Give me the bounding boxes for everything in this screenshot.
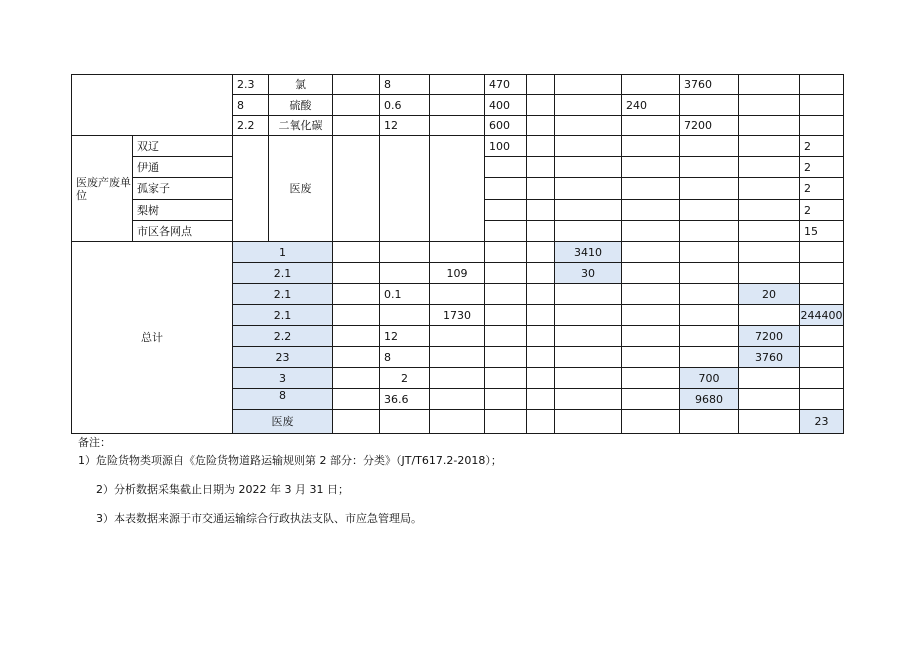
table-cell [429,325,485,347]
table-cell [679,304,739,326]
table-cell [484,304,527,326]
value-cell: 15 [799,220,844,242]
data-table [72,75,844,435]
table-cell [554,283,622,305]
table-cell [332,115,380,136]
total-value-cell: 109 [429,262,485,284]
table-cell [484,199,527,221]
value-cell: 2 [799,156,844,178]
table-cell [332,388,380,410]
total-value-cell: 9680 [679,388,739,410]
total-value-cell: 8 [379,346,430,368]
table-cell [526,367,555,389]
total-class-cell: 2.2 [232,325,333,347]
table-cell [799,94,844,116]
table-cell [484,241,527,263]
table-cell [799,367,844,389]
total-value-cell: 0.1 [379,283,430,305]
table-cell [332,409,380,434]
table-cell [526,409,555,434]
table-cell [526,241,555,263]
table-cell [738,304,800,326]
value-cell: 0.6 [379,94,430,116]
value-cell: 240 [621,94,680,116]
table-cell [554,156,622,178]
table-cell [484,388,527,410]
class-cell: 2.3 [232,74,269,95]
table-cell [379,304,430,326]
table-merged-blank-cell [71,74,233,136]
total-value-cell: 30 [554,262,622,284]
table-cell [621,367,680,389]
table-cell [679,220,739,242]
table-merged-cell [429,135,485,242]
table-cell [621,241,680,263]
unit-name-cell: 市区各网点 [132,220,233,242]
table-cell [621,283,680,305]
table-cell [429,74,485,95]
table-cell [679,346,739,368]
table-cell [429,367,485,389]
table-cell [526,94,555,116]
table-cell [621,115,680,136]
table-merged-cell [232,135,269,242]
total-class-cell: 2.1 [232,283,333,305]
table-cell [799,346,844,368]
value-cell: 400 [484,94,527,116]
table-cell [679,325,739,347]
table-cell [621,220,680,242]
table-cell [554,325,622,347]
table-cell [332,304,380,326]
table-cell [554,388,622,410]
table-cell [332,283,380,305]
table-cell [738,262,800,284]
table-cell [679,283,739,305]
table-cell [554,304,622,326]
table-cell [738,135,800,157]
goods-name-cell: 氯 [268,74,333,95]
table-cell [621,346,680,368]
table-cell [621,74,680,95]
note-3: 3）本表数据来源于市交通运输综合行政执法支队、市应急管理局。 [96,512,422,525]
table-cell [679,177,739,200]
table-cell [621,325,680,347]
table-cell [332,262,380,284]
table-cell [429,115,485,136]
table-merged-cell [332,135,380,242]
table-cell [799,262,844,284]
table-cell [554,409,622,434]
value-cell: 3760 [679,74,739,95]
table-cell [429,409,485,434]
total-class-cell: 2.1 [232,262,333,284]
total-class-cell: 23 [232,346,333,368]
table-cell [738,388,800,410]
unit-name-cell: 伊通 [132,156,233,178]
table-cell [429,346,485,368]
total-value-cell: 23 [799,409,844,434]
table-cell [554,199,622,221]
table-cell [484,367,527,389]
table-cell [379,241,430,263]
table-cell [554,346,622,368]
table-cell [554,177,622,200]
table-cell [621,135,680,157]
value-cell: 12 [379,115,430,136]
table-cell [799,388,844,410]
table-cell [738,156,800,178]
table-cell [621,199,680,221]
table-cell [526,177,555,200]
table-cell [679,241,739,263]
table-cell [554,115,622,136]
table-cell [526,283,555,305]
table-cell [679,135,739,157]
table-cell [526,262,555,284]
total-value-cell: 3410 [554,241,622,263]
value-cell: 100 [484,135,527,157]
total-value-cell: 244400 [799,304,844,326]
total-class-cell: 8 [232,388,333,410]
value-cell: 2 [799,135,844,157]
table-cell [799,325,844,347]
table-cell [484,283,527,305]
table-cell [526,199,555,221]
value-cell: 2 [799,177,844,200]
note-1: 1）危险货物类项源自《危险货物道路运输规则第 2 部分：分类》（JT/T617.2-2018）； [78,454,502,467]
table-cell [379,262,430,284]
table-cell [332,74,380,95]
table-cell [526,325,555,347]
medical-category-cell: 医废 [268,135,333,242]
total-class-cell: 2.1 [232,304,333,326]
total-value-cell: 12 [379,325,430,347]
table-cell [621,388,680,410]
total-value-cell: 700 [679,367,739,389]
table-cell [484,177,527,200]
table-cell [554,94,622,116]
table-cell [621,409,680,434]
table-cell [526,115,555,136]
table-cell [554,220,622,242]
table-cell [679,409,739,434]
table-cell [554,135,622,157]
table-cell [738,199,800,221]
table-cell [379,409,430,434]
value-cell: 8 [379,74,430,95]
table-cell [621,304,680,326]
total-class-cell: 1 [232,241,333,263]
total-value-cell: 7200 [738,325,800,347]
table-cell [332,346,380,368]
total-value-cell: 3760 [738,346,800,368]
table-cell [554,74,622,95]
table-cell [526,346,555,368]
goods-name-cell: 二氧化碳 [268,115,333,136]
table-cell [526,74,555,95]
table-cell [679,262,739,284]
table-cell [799,74,844,95]
table-cell [679,94,739,116]
table-cell [429,388,485,410]
unit-name-cell: 梨树 [132,199,233,221]
table-cell [738,74,800,95]
total-value-cell: 1730 [429,304,485,326]
table-cell [526,135,555,157]
table-cell [738,241,800,263]
table-cell [738,94,800,116]
table-merged-cell [379,135,430,242]
class-cell: 8 [232,94,269,116]
table-cell [526,156,555,178]
table-cell [484,346,527,368]
table-cell [621,156,680,178]
table-cell [554,367,622,389]
table-cell [799,283,844,305]
total-value-cell: 2 [379,367,430,389]
total-value-cell: 36.6 [379,388,430,410]
table-cell [484,325,527,347]
table-cell [679,156,739,178]
table-cell [738,177,800,200]
table-cell [738,220,800,242]
table-cell [332,367,380,389]
total-class-cell: 3 [232,367,333,389]
table-cell [799,115,844,136]
table-cell [484,220,527,242]
table-cell [332,325,380,347]
table-cell [799,241,844,263]
class-cell: 2.2 [232,115,269,136]
total-class-cell: 医废 [232,409,333,434]
value-cell: 7200 [679,115,739,136]
table-cell [332,94,380,116]
table-cell [738,409,800,434]
table-cell [621,177,680,200]
table-cell [429,94,485,116]
table-cell [429,241,485,263]
value-cell: 600 [484,115,527,136]
table-cell [332,241,380,263]
table-cell [526,220,555,242]
table-cell [621,262,680,284]
table-cell [679,199,739,221]
note-2: 2）分析数据采集截止日期为 2022 年 3 月 31 日； [96,483,349,496]
total-value-cell: 20 [738,283,800,305]
table-cell [429,283,485,305]
total-label: 总计 [71,241,233,434]
value-cell: 470 [484,74,527,95]
table-cell [526,388,555,410]
table-cell [738,115,800,136]
table-cell [484,156,527,178]
unit-name-cell: 双辽 [132,135,233,157]
value-cell: 2 [799,199,844,221]
unit-name-cell: 孤家子 [132,177,233,200]
table-cell [526,304,555,326]
notes-title: 备注： [78,436,111,449]
goods-name-cell: 硫酸 [268,94,333,116]
table-cell [484,262,527,284]
table-cell [738,367,800,389]
table-cell [484,409,527,434]
medical-group-label: 医废产废单位 [71,135,133,242]
